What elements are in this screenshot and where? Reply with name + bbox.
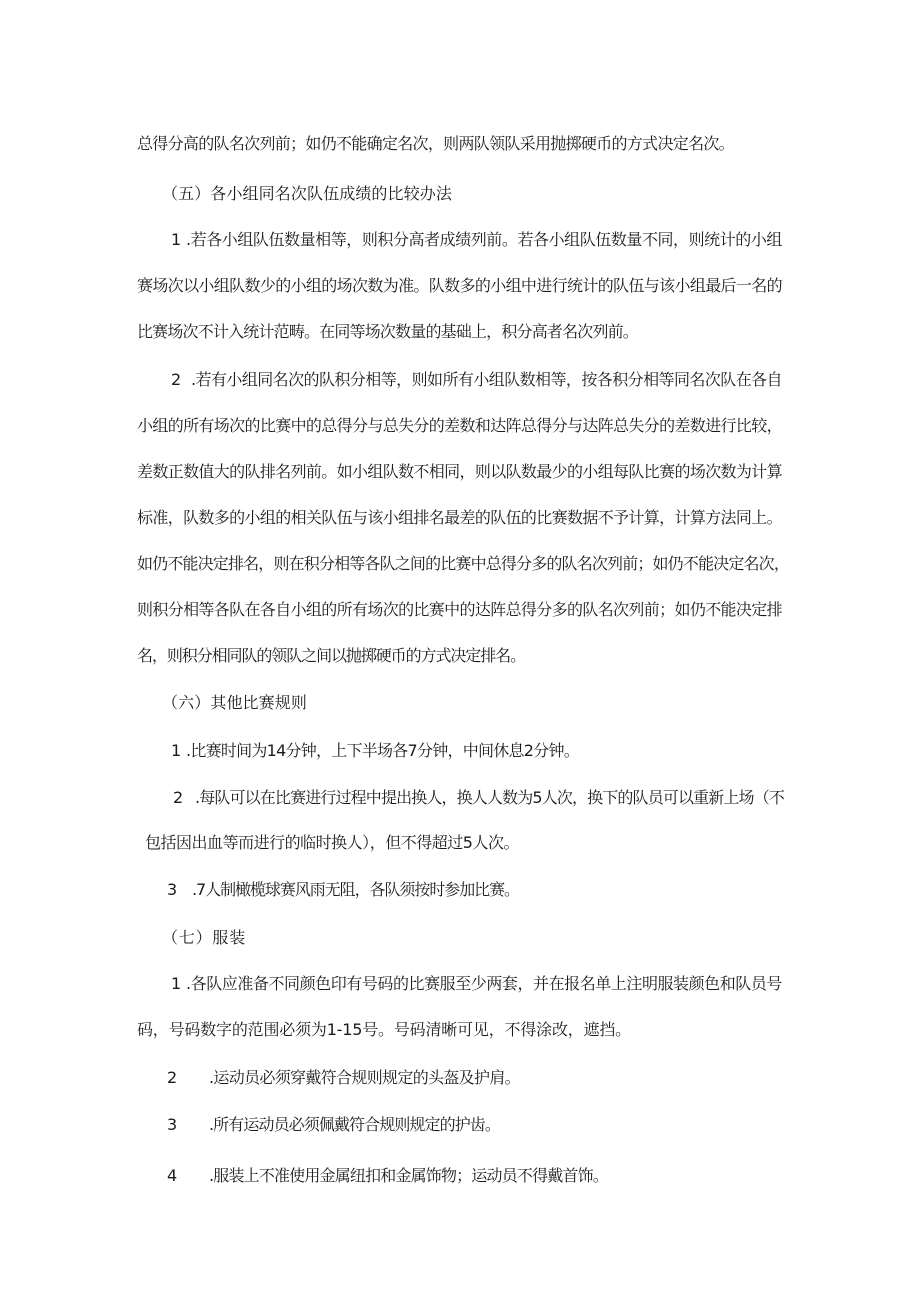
text-line — [0, 831, 920, 855]
line-text: 名，则积分相同队的领队之间以抛掷硬币的方式决定排名。 — [137, 646, 525, 665]
text-line — [0, 460, 920, 484]
line-text: .若各小组队伍数量相等，则积分高者成绩列前。若各小组队伍数量不同，则统计的小组 — [186, 230, 782, 249]
line-text: .若有小组同名次的队积分相等，则如所有小组队数相等，按各积分相等同名次队在各自 — [191, 370, 782, 389]
item-number: 1 — [171, 741, 182, 760]
line-text: .各队应准备不同颜色印有号码的比赛服至少两套，并在报名单上注明服装颜色和队员号 — [186, 974, 782, 993]
item-number: 1 — [171, 230, 182, 249]
text-line — [0, 1066, 920, 1090]
line-text: 如仍不能决定排名，则在积分相等各队之间的比赛中总得分多的队名次列前；如仍不能决定名次， — [137, 554, 789, 573]
line-text: .运动员必须穿戴符合规则规定的头盔及护肩。 — [209, 1068, 520, 1087]
line-text: 小组的所有场次的比赛中的总得分与总失分的差数和达阵总得分与达阵总失分的差数进行比较， — [137, 416, 782, 435]
text-line — [0, 552, 920, 576]
text-line — [0, 274, 920, 298]
item-number: 2 — [167, 1068, 178, 1087]
line-text: 赛场次以小组队数少的小组的场次数为准。队数多的小组中进行统计的队伍与该小组最后一名的 — [137, 276, 782, 295]
text-line — [0, 786, 920, 810]
text-line — [0, 1113, 920, 1137]
text-line — [0, 506, 920, 530]
item-number: 3 — [167, 1115, 178, 1134]
item-number: 1 — [171, 974, 182, 993]
text-line — [0, 1164, 920, 1188]
text-line — [0, 132, 920, 156]
section-heading — [0, 926, 920, 950]
line-text: （七）服装 — [162, 928, 246, 947]
item-number: 2 — [173, 788, 184, 807]
line-text: 则积分相等各队在各自小组的所有场次的比赛中的达阵总得分多的队名次列前；如仍不能决定排 — [137, 600, 782, 619]
line-text: 包括因出血等而进行的临时换人），但不得超过5人次。 — [145, 833, 519, 852]
item-number: 4 — [167, 1166, 178, 1185]
text-line — [0, 739, 920, 763]
item-number: 2 — [171, 370, 182, 389]
section-heading — [0, 691, 920, 715]
text-line — [0, 878, 920, 902]
line-text: （五）各小组同名次队伍成绩的比较办法 — [162, 184, 452, 203]
text-line — [0, 228, 920, 252]
text-line — [0, 368, 920, 392]
text-line — [0, 1018, 920, 1042]
text-line — [0, 598, 920, 622]
line-text: .每队可以在比赛进行过程中提出换人，换人人数为5人次，换下的队员可以重新上场（不 — [195, 788, 784, 807]
text-line — [0, 320, 920, 344]
item-number: 3 — [167, 880, 178, 899]
line-text: 差数正数值大的队排名列前。如小组队数不相同，则以队数最少的小组每队比赛的场次数为计算 — [137, 462, 782, 481]
text-line — [0, 644, 920, 668]
line-text: .7人制橄榄球赛风雨无阻，各队须按时参加比赛。 — [192, 880, 519, 899]
section-heading — [0, 182, 920, 206]
line-text: 标准，队数多的小组的相关队伍与该小组排名最差的队伍的比赛数据不予计算，计算方法同上。 — [137, 508, 782, 527]
line-text: 码，号码数字的范围必须为1-15号。号码清晰可见，不得涂改，遮挡。 — [137, 1020, 631, 1039]
line-text: .所有运动员必须佩戴符合规则规定的护齿。 — [209, 1115, 500, 1134]
line-text: 总得分高的队名次列前；如仍不能确定名次，则两队领队采用抛掷硬币的方式决定名次。 — [137, 134, 734, 153]
line-text: .服装上不准使用金属纽扣和金属饰物；运动员不得戴首饰。 — [209, 1166, 608, 1185]
line-text: .比赛时间为14分钟，上下半场各7分钟，中间休息2分钟。 — [186, 741, 579, 760]
text-line — [0, 972, 920, 996]
line-text: （六）其他比赛规则 — [162, 693, 307, 712]
text-line — [0, 414, 920, 438]
line-text: 比赛场次不计入统计范畴。在同等场次数量的基础上，积分高者名次列前。 — [137, 322, 638, 341]
